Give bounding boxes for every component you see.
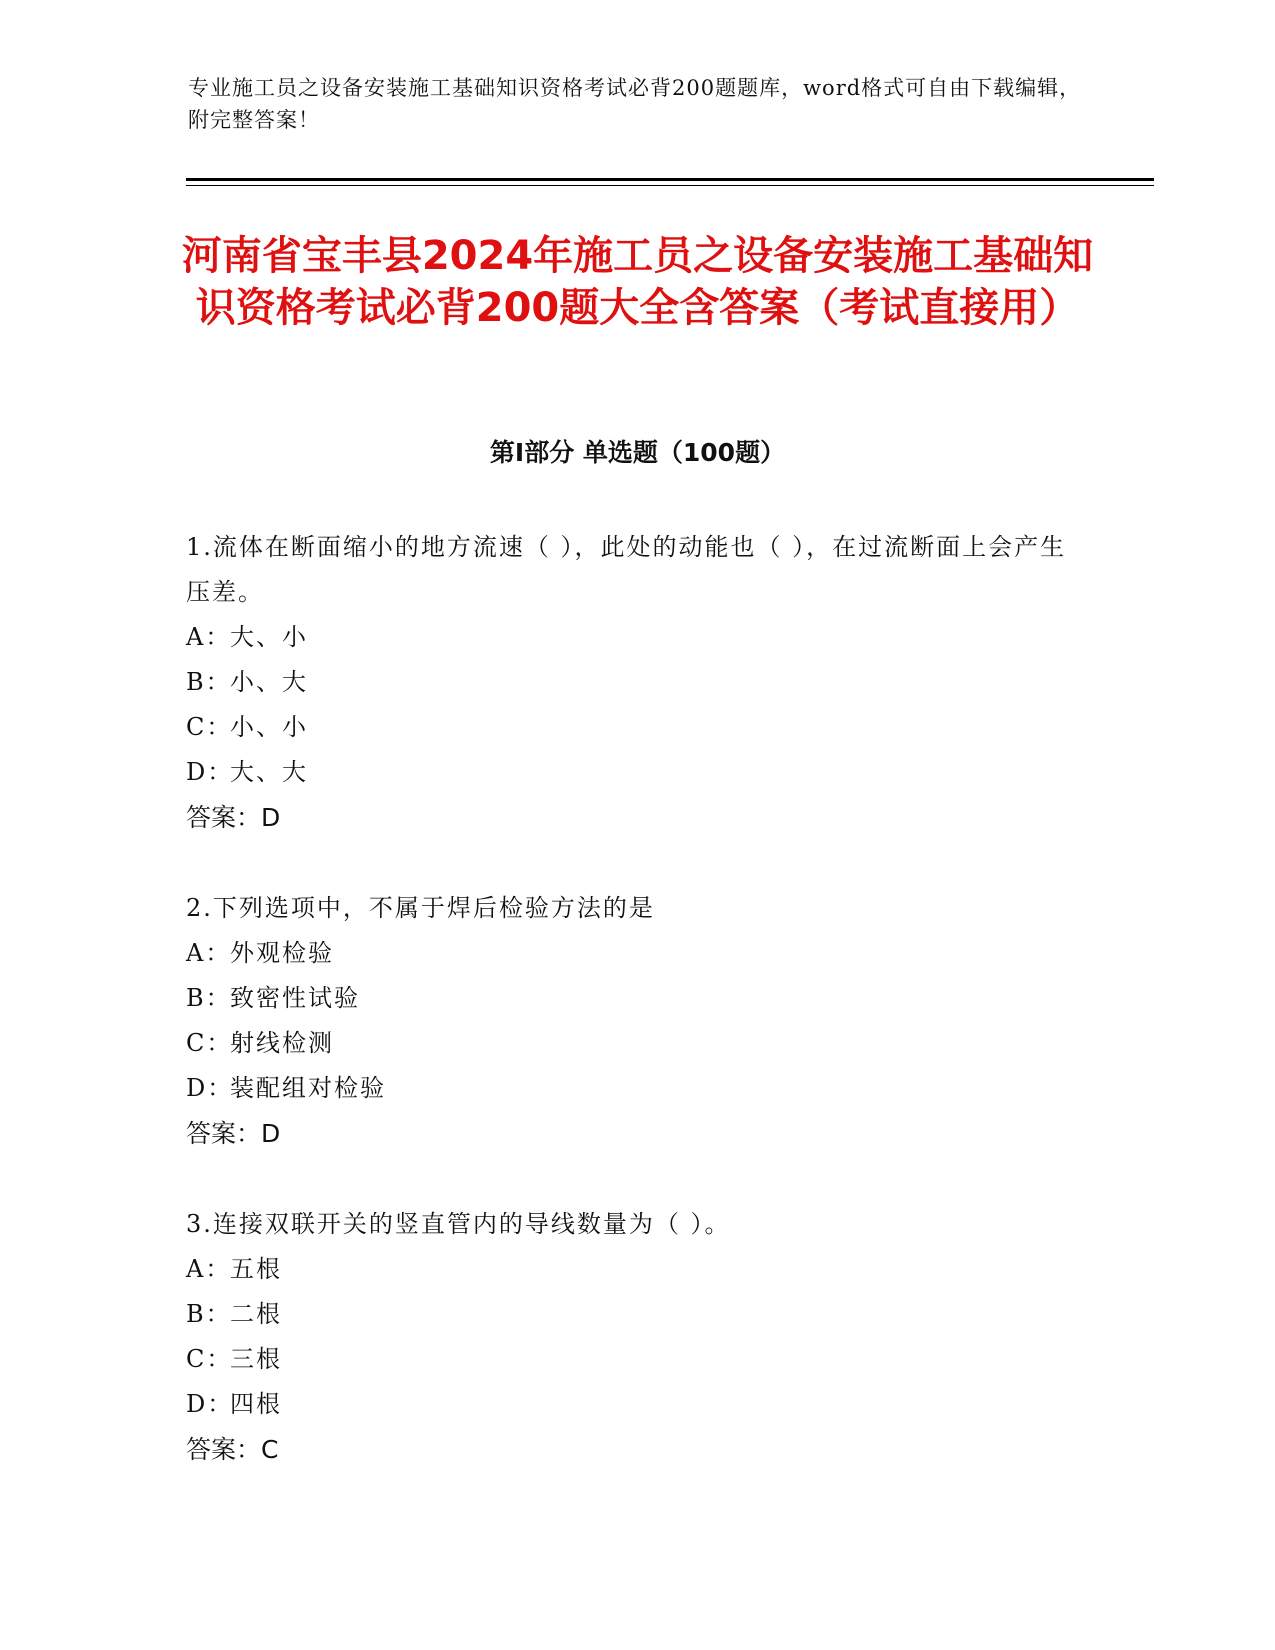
document-title: 河南省宝丰县2024年施工员之设备安装施工基础知识资格考试必背200题大全含答案（考试直接用） (181, 233, 1094, 331)
header-note: 专业施工员之设备安装施工基础知识资格考试必背200题题库，word格式可自由下载编辑，附完整答案！ (188, 76, 1082, 132)
option-text: 四根 (230, 1390, 282, 1418)
option-key: B： (186, 984, 232, 1012)
option-c (186, 1337, 1086, 1382)
option-a (186, 1247, 1086, 1292)
header-divider-thin (186, 185, 1154, 186)
option-text: 装配组对检验 (230, 1074, 386, 1102)
option-c (186, 1021, 1086, 1066)
option-text: 大、大 (230, 758, 308, 786)
option-d (186, 750, 1086, 795)
answer-value: D (261, 803, 281, 832)
option-key: C： (186, 713, 233, 741)
option-key: D： (186, 1390, 234, 1418)
option-key: A： (186, 623, 232, 651)
answer-line (186, 1111, 1086, 1156)
option-key: D： (186, 758, 234, 786)
answer-line (186, 1427, 1086, 1472)
option-text: 小、小 (230, 713, 308, 741)
question-text (186, 1202, 1086, 1247)
option-b (186, 976, 1086, 1021)
question-2 (186, 886, 1086, 1156)
answer-label: 答案： (186, 1435, 262, 1464)
question-number: 1. (186, 533, 213, 561)
option-text: 射线检测 (230, 1029, 334, 1057)
option-a (186, 615, 1086, 660)
question-stem: 连接双联开关的竖直管内的导线数量为（ ）。 (212, 1210, 731, 1238)
question-3 (186, 1202, 1086, 1472)
option-key: A： (186, 939, 232, 967)
answer-label: 答案： (186, 803, 262, 832)
option-text: 外观检验 (230, 939, 334, 967)
option-text: 致密性试验 (230, 984, 360, 1012)
option-text: 二根 (230, 1300, 282, 1328)
answer-value: D (261, 1119, 281, 1148)
option-text: 大、小 (230, 623, 308, 651)
question-stem: 下列选项中，不属于焊后检验方法的是 (212, 894, 655, 922)
option-key: B： (186, 1300, 232, 1328)
option-d (186, 1066, 1086, 1111)
option-b (186, 1292, 1086, 1337)
option-key: D： (186, 1074, 234, 1102)
answer-value: C (261, 1435, 279, 1464)
question-number: 2. (186, 894, 213, 922)
option-text: 五根 (230, 1255, 282, 1283)
question-list (186, 525, 1086, 1518)
answer-label: 答案： (186, 1119, 262, 1148)
option-text: 三根 (230, 1345, 282, 1373)
answer-line (186, 795, 1086, 840)
option-b (186, 660, 1086, 705)
option-text: 小、大 (230, 668, 308, 696)
option-d (186, 1382, 1086, 1427)
section-heading: 第Ⅰ部分 单选题（100题） (489, 438, 786, 467)
option-a (186, 931, 1086, 976)
header-divider-thick (186, 178, 1154, 181)
question-text (186, 525, 1086, 615)
question-text (186, 886, 1086, 931)
option-c (186, 705, 1086, 750)
option-key: A： (186, 1255, 232, 1283)
option-key: B： (186, 668, 232, 696)
question-number: 3. (186, 1210, 213, 1238)
question-stem: 流体在断面缩小的地方流速（ ），此处的动能也（ ），在过流断面上会产生压差。 (186, 533, 1067, 606)
option-key: C： (186, 1345, 233, 1373)
question-1 (186, 525, 1086, 840)
option-key: C： (186, 1029, 233, 1057)
